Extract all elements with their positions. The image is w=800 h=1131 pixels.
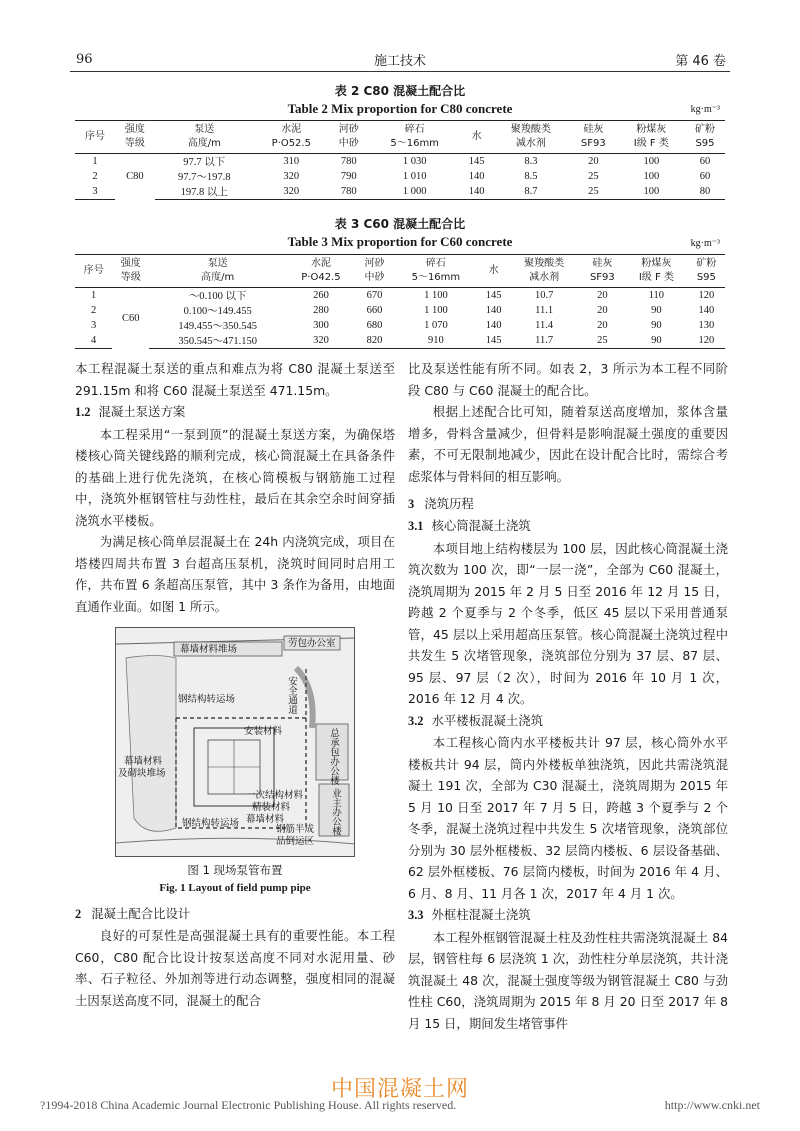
table2-caption-en: Table 2 Mix proportion for C80 concrete (287, 101, 513, 116)
table2 (75, 120, 725, 200)
fig-label-curtain-wall-2: 幕墙材料 (246, 814, 285, 825)
column-header-line: 水 (488, 265, 499, 276)
table-cell: 130 (698, 320, 715, 331)
column-header-line: 碎石 (425, 258, 446, 269)
column-header (254, 121, 329, 154)
table-cell: 145 (485, 290, 502, 301)
section-2-heading (75, 903, 395, 925)
figure-1-caption-zh: 图 1 现场泵管布置 (187, 863, 283, 877)
fig-label-installation-materials: 安装材料 (244, 726, 283, 737)
column-header-line: 聚羧酸类 (510, 124, 551, 135)
table-cell: 310 (283, 156, 300, 167)
pump-layout-figure (115, 627, 355, 857)
table3 (75, 254, 725, 349)
column-header (685, 121, 725, 154)
column-header-line: 序号 (83, 265, 104, 276)
table3-header-row (75, 255, 725, 288)
table-cell: 2 (92, 171, 98, 182)
table-cell: 100 (643, 156, 660, 167)
table-cell: 60 (699, 171, 711, 182)
table3-caption-zh: 表 3 C60 混凝土配合比 (334, 217, 466, 231)
column-header-line: 5～16mm (390, 138, 439, 149)
table-cell: 140 (468, 171, 485, 182)
table2-caption-zh: 表 2 C80 混凝土配合比 (334, 84, 466, 98)
section-3-2-heading (408, 710, 728, 733)
fig-label-rebar-semi: 钢筋半成 (276, 824, 315, 835)
right-paragraph-2: 根据上述配合比可知，随着泵送高度增加，浆体含量增多，骨料含量减少，但骨料是影响混凝土强度的重要因素，不可无限制地减少，因此在设计配合比时，需综合考虑浆体与骨料间的相互影响。 (408, 404, 728, 484)
column-header (461, 121, 493, 154)
table-cell: 20 (597, 320, 608, 331)
left-paragraph-3: 为满足核心筒单层混凝土在 24h 内浇筑完成，项目在塔楼四周共布置 3 台超高压泵机，浇筑时间同时启用工作，共布置 6 条超高压泵管，其中 3 条作为备用，由地面直通作业面。如图 1 所示。 (75, 534, 395, 614)
table2-unit: kg·m⁻³ (690, 104, 720, 115)
column-header-line: 泵送 (194, 124, 215, 135)
table-cell: 90 (651, 305, 662, 316)
table-cell: 80 (685, 184, 725, 200)
table3-unit: kg·m⁻³ (690, 238, 720, 249)
column-header-line: 粉煤灰 (636, 124, 667, 135)
column-header-line: 碎石 (404, 124, 425, 135)
table-cell: 10.7 (534, 290, 554, 301)
table-cell: 280 (313, 305, 329, 316)
table-cell: 0.100～149.455 (183, 306, 252, 317)
right-column (408, 358, 728, 1034)
column-header-line: 河砂 (338, 124, 359, 135)
table-cell: 8.7 (493, 184, 569, 200)
table-row (75, 333, 725, 349)
right-paragraph-1: 比及泵送性能有所不同。如表 2，3 所示为本工程不同阶段 C80 与 C60 混凝土的配合比。 (408, 361, 728, 398)
figure-1-caption-en: Fig. 1 Layout of field pump pipe (159, 882, 311, 894)
left-column (75, 358, 395, 1011)
column-header-line: 中砂 (338, 138, 359, 149)
fig-label-steel-transfer-2: 钢结构转运场 (182, 818, 240, 829)
left-paragraph-4: 良好的可泵性是高强混凝土具有的重要性能。本工程 C60，C80 配合比设计按泵送高度不同对水泥用量、砂率、石子粒径、外加剂等进行动态调整，强度相同的混凝土因泵送高度不同，混凝土的配合 (75, 928, 395, 1008)
table-cell: 11.1 (535, 305, 554, 316)
table-cell: 2 (90, 305, 97, 316)
strength-grade-cell: C80 (126, 171, 144, 183)
column-header-line: 水 (471, 131, 482, 142)
table-cell: 1 (92, 156, 98, 167)
table3-caption-en: Table 3 Mix proportion for C60 concrete (287, 234, 513, 249)
fig-label-gc-office: 总承包办公楼 (328, 728, 339, 785)
table-cell: 1 030 (402, 156, 427, 167)
column-header (149, 255, 286, 288)
fig-label-labor-office: 劳包办公室 (288, 638, 336, 649)
table-cell: 140 (485, 320, 502, 331)
table-cell: 320 (286, 333, 356, 349)
table-cell: 820 (356, 333, 393, 349)
column-header (356, 255, 393, 288)
fig-label-primary-structure: 一次结构材料 (246, 790, 304, 801)
table-cell: 300 (313, 320, 329, 331)
table-cell: 1 (90, 290, 97, 301)
table-cell: 11.7 (509, 333, 580, 349)
table-cell: 90 (625, 333, 688, 349)
table-cell: 8.3 (524, 156, 538, 167)
section-3-1-heading (408, 515, 728, 538)
column-header-line: 高度/m (201, 272, 235, 283)
column-header (329, 121, 369, 154)
table-cell: 100 (643, 171, 660, 182)
column-header (493, 121, 569, 154)
column-header-line: Ⅰ级 F 类 (633, 138, 669, 149)
section-title: 混凝土配合比设计 (91, 906, 191, 921)
section-title: 核心筒混凝土浇筑 (431, 518, 531, 533)
table-cell: 25 (580, 333, 625, 349)
table-cell: 140 (461, 184, 493, 200)
column-header (625, 255, 688, 288)
table-cell: 3 (75, 184, 115, 200)
column-header-line: 粉煤灰 (641, 258, 672, 269)
table-cell: 8.5 (524, 171, 538, 182)
strength-grade-cell: C60 (122, 312, 140, 324)
fig-label-finishing: 精装材料 (252, 802, 291, 813)
table-cell: 140 (485, 305, 502, 316)
table-cell: 145 (479, 333, 509, 349)
table-cell: 1 100 (424, 290, 448, 301)
column-header-line: 减水剂 (529, 272, 560, 283)
column-header (479, 255, 509, 288)
fig-label-rebar-transfer: 品倒运区 (276, 836, 315, 847)
table-cell: 11.4 (535, 320, 554, 331)
table-cell: 660 (366, 305, 383, 316)
fig-label-safety-passage: 安全通道 (286, 676, 297, 714)
column-header-line: 高度/m (187, 138, 221, 149)
table-cell: 97.7 以下 (183, 157, 226, 168)
table-cell: 149.455～350.545 (178, 321, 258, 332)
column-header-line: 等级 (120, 272, 141, 283)
table-cell: 145 (468, 156, 485, 167)
column-header (393, 255, 479, 288)
copyright-notice: ?1994-2018 China Academic Journal Electronic Publishing House. All rights reserved. (40, 1098, 457, 1112)
left-paragraph-1: 本工程混凝土泵送的重点和难点为将 C80 混凝土泵送至 291.15m 和将 C60 混凝土泵送至 471.15m。 (75, 361, 395, 398)
table-cell: 1 070 (424, 320, 448, 331)
column-header-line: 强度 (124, 124, 145, 135)
column-header-line: 减水剂 (515, 138, 546, 149)
column-header-line: 硅灰 (592, 258, 613, 269)
section-number: 2 (75, 907, 82, 921)
column-header (569, 121, 618, 154)
column-header-line: 水泥 (281, 124, 302, 135)
column-header-line: SF93 (580, 138, 606, 149)
site-watermark: 中国混凝土网 (330, 1077, 469, 1102)
column-header-line: 聚羧酸类 (524, 258, 565, 269)
column-header (509, 255, 580, 288)
column-header (369, 121, 461, 154)
fig-label-owner-office: 业主办公楼 (330, 788, 341, 836)
table-cell: 25 (569, 184, 618, 200)
column-header-line: P·O42.5 (301, 272, 341, 283)
table-cell: 100 (618, 184, 685, 200)
volume-label: 第 46 卷 (675, 54, 726, 69)
section-number: 3 (408, 497, 415, 511)
right-paragraph-5: 本工程外框钢管混凝土柱及劲性柱共需浇筑混凝土 84 层，钢管柱每 6 层浇筑 1 次，劲性柱分单层浇筑，共计浇筑混凝土 48 次，混凝土强度等级为钢管混凝土 C80 与劲性柱 C60，浇筑周期为 2015 年 8 月 20 日至 2017 年 8 月 15 日，期间发生堵管事件 (408, 929, 728, 1031)
section-number: 3.1 (408, 519, 424, 533)
table-row (75, 154, 725, 170)
fig-label-curtain-wall-yard: 幕墙材料堆场 (180, 644, 238, 655)
table-cell: 1 000 (369, 184, 461, 200)
section-1-2-heading (75, 401, 395, 424)
table-cell: 1 010 (402, 171, 427, 182)
section-number: 1.2 (75, 405, 91, 419)
table-row (75, 169, 725, 184)
table-cell: 670 (366, 290, 383, 301)
table-cell: 790 (340, 171, 357, 182)
column-header-line: S95 (696, 272, 716, 283)
fig-label-block-yard: 及砌块堆场 (118, 768, 166, 779)
section-title: 混凝土泵送方案 (98, 404, 186, 419)
section-3-heading (408, 493, 728, 515)
table-cell: 3 (90, 320, 97, 331)
column-header-line: P·O52.5 (271, 138, 311, 149)
table-cell: 97.7～197.8 (178, 172, 231, 183)
left-paragraph-2: 本工程采用“一泵到顶”的混凝土泵送方案，为确保塔楼核心筒关键线路的顺利完成，核心筒混凝土在具备条件的基础上进行优先浇筑，在核心筒模板与钢筋施工过程中，浇筑外框钢管柱与劲性柱，最后在其余空余时间穿插浇筑水平楼板。 (75, 426, 395, 528)
column-header (580, 255, 625, 288)
table-cell: 110 (648, 290, 665, 301)
column-header-line: Ⅰ级 F 类 (638, 272, 674, 283)
section-title: 浇筑历程 (424, 496, 474, 511)
column-header-line: 中砂 (364, 272, 385, 283)
column-header-line: 序号 (84, 131, 105, 142)
table2-header-row (75, 121, 725, 154)
column-header (286, 255, 356, 288)
table-cell: 60 (699, 156, 711, 167)
section-3-3-heading (408, 904, 728, 927)
column-header (75, 121, 115, 154)
journal-title: 施工技术 (373, 54, 426, 69)
table-cell: 680 (366, 320, 383, 331)
column-header (115, 121, 155, 154)
right-paragraph-4: 本工程核心筒内水平楼板共计 97 层，核心筒外水平楼板共计 94 层，筒内外楼板单独浇筑，因此共需浇筑混凝土 191 次，全部为 C30 混凝土，浇筑周期为 2015 年 5 月 10 日至 2017 年 7 月 5 日，跨越 3 个夏季与 2 个冬季，混凝土浇筑过程中共发生 5 次堵管现象，浇筑部位分别为 30 层外框楼板、32 层筒内楼板、6 层设备基础、62 层外框楼板、76 层筒内楼板，时间为 2016 年 4 月、6 月、8 月、11 月各 1 次，2017 年 4 月 1 次。 (408, 735, 728, 901)
table-cell: 120 (698, 290, 715, 301)
column-header-line: S95 (695, 138, 715, 149)
section-title: 水平楼板混凝土浇筑 (431, 712, 544, 728)
table-row (75, 288, 725, 304)
table-row (75, 303, 725, 318)
table-row (75, 184, 725, 200)
table-cell: 780 (329, 184, 369, 200)
table-cell: 350.545～471.150 (149, 333, 286, 349)
table-cell: 25 (588, 171, 599, 182)
column-header-line: 矿粉 (694, 124, 715, 135)
section-number: 3.3 (408, 908, 424, 922)
table-cell: 4 (75, 333, 112, 349)
column-header-line: 5～16mm (411, 272, 461, 283)
column-header (155, 121, 254, 154)
table-cell: 20 (597, 290, 608, 301)
table-cell: 260 (313, 290, 329, 301)
fig-label-curtain-wall-1: 幕墙材料 (124, 756, 163, 767)
column-header-line: 等级 (124, 138, 145, 149)
table-cell: 197.8 以上 (155, 184, 254, 200)
fig-label-steel-transfer-1: 钢结构转运场 (178, 694, 236, 705)
table-cell: 20 (588, 156, 599, 167)
table-cell: 20 (597, 305, 608, 316)
table-cell: 140 (698, 305, 715, 316)
column-header (618, 121, 685, 154)
column-header-line: 泵送 (207, 258, 228, 269)
table-cell: 320 (283, 171, 300, 182)
column-header-line: SF93 (589, 272, 615, 283)
column-header (75, 255, 112, 288)
table-cell: 780 (340, 156, 357, 167)
right-paragraph-3: 本项目地上结构楼层为 100 层，因此核心筒混凝土浇筑次数为 100 次，即“一层一浇”，全部为 C60 混凝土，浇筑周期为 2015 年 2 月 5 日至 2016 年 12 月 15 日，跨越 2 个夏季与 2 个冬季，低区 45 层以下采用普通泵管，45 层以上采用超高压泵管。核心筒混凝土浇筑过程中共发生 5 次堵管现象，浇筑部位分别为 37 层、87 层、95 层、97 层（2 次），时间为 2016 年 10 月 1 次，2016 年 12 月 4 次。 (408, 540, 728, 706)
section-title: 外框柱混凝土浇筑 (431, 907, 531, 922)
table-cell: 320 (254, 184, 329, 200)
column-header (112, 255, 149, 288)
running-header (70, 50, 730, 72)
section-number: 3.2 (408, 713, 424, 728)
column-header (688, 255, 725, 288)
table-cell: 90 (651, 320, 662, 331)
table-cell: 120 (688, 333, 725, 349)
page-number: 96 (76, 52, 93, 67)
table-cell: 910 (393, 333, 479, 349)
column-header-line: 强度 (120, 258, 141, 269)
source-url: http://www.cnki.net (664, 1098, 760, 1112)
table-cell: 1 100 (424, 305, 448, 316)
column-header-line: 水泥 (310, 258, 331, 269)
column-header-line: 硅灰 (583, 124, 604, 135)
column-header-line: 河砂 (364, 258, 385, 269)
table-row (75, 318, 725, 333)
table-cell: ～0.100 以下 (188, 291, 247, 302)
column-header-line: 矿粉 (696, 258, 717, 269)
